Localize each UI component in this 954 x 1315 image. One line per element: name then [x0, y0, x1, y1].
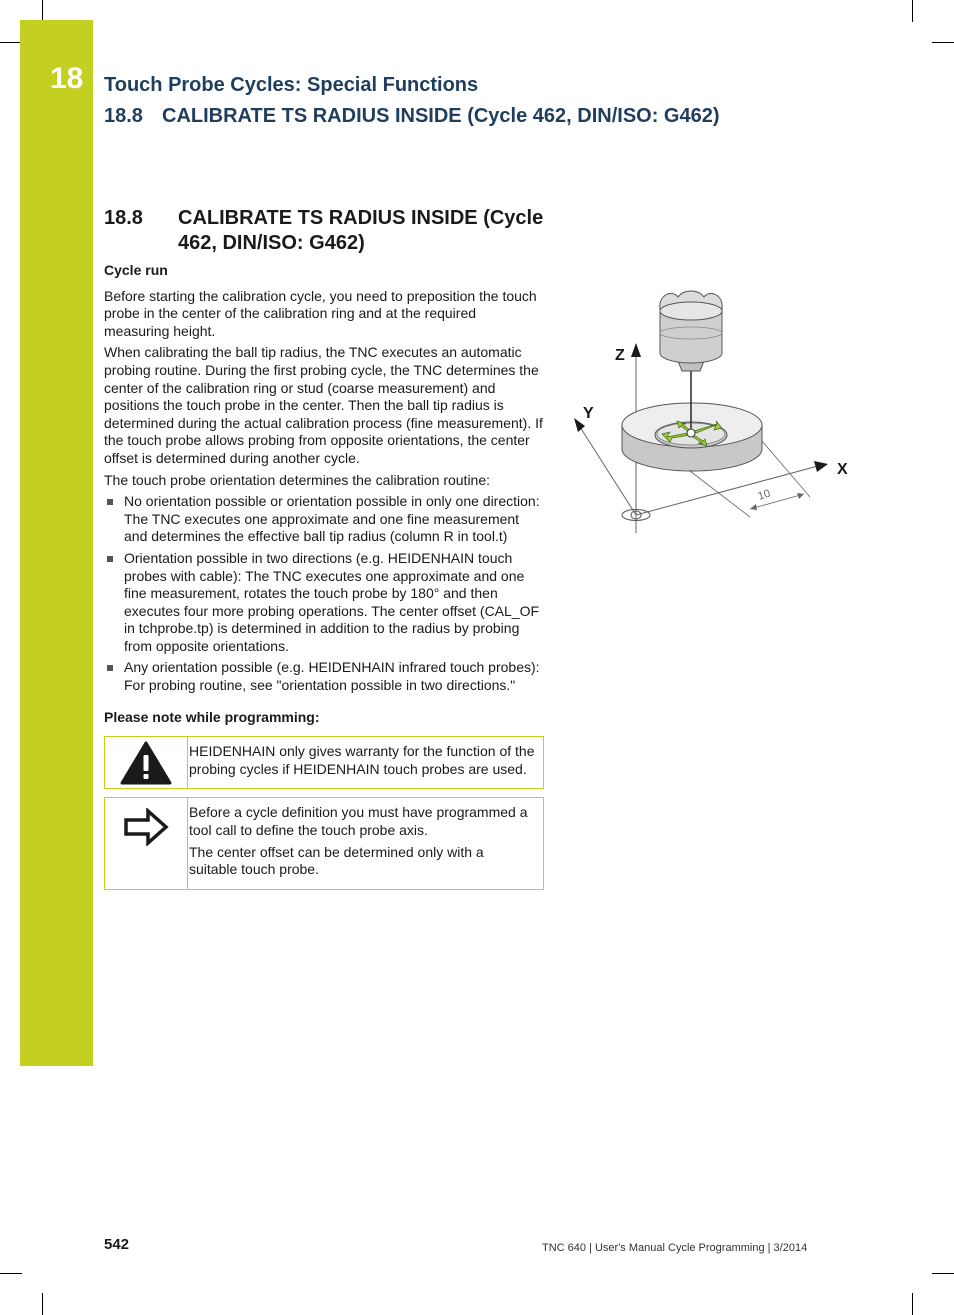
dimension-label: 10	[756, 487, 772, 503]
section-title-text: CALIBRATE TS RADIUS INSIDE (Cycle 462, DIN/ISO: G462)	[178, 207, 544, 254]
calibration-diagram	[560, 285, 860, 540]
running-header-title: CALIBRATE TS RADIUS INSIDE (Cycle 462, DIN/ISO: G462)	[162, 105, 720, 127]
note-box	[104, 797, 544, 889]
list-item	[104, 659, 544, 694]
orientation-list	[104, 493, 544, 695]
crop-mark	[932, 1273, 954, 1274]
footer-text: TNC 640 | User's Manual Cycle Programming | 3/2014	[542, 1242, 808, 1254]
chapter-number: 18	[50, 62, 84, 95]
warning-triangle-icon	[105, 737, 187, 788]
axis-y-label: Y	[583, 405, 594, 422]
bullet-icon	[107, 665, 113, 671]
crop-mark	[0, 1273, 22, 1274]
bullet-icon	[107, 499, 113, 505]
running-header-number: 18.8	[104, 105, 143, 127]
list-item-text: Orientation possible in two directions (e.g. HEIDENHAIN touch probes with cable): The TNC executes one approximate and one fine measurement, rotates the touch probe by 180° and then executes four more probing operations. The center offset (CAL_OF in tchprobe.tp) is determined in addition to the radius by probing from opposite orientations.	[124, 549, 540, 654]
list-item	[104, 550, 544, 656]
paragraph: When calibrating the ball tip radius, the TNC executes an automatic probing routine. During the first probing cycle, the TNC determines the center of the calibration ring or stud (coarse measurement) and positions the touch probe in the center. Then the ball tip radius is determined during the actual calibration process (fine measurement). If the touch probe allows probing from opposite orientations, the center offset is determined during another cycle.	[104, 344, 543, 466]
note-text-area	[187, 798, 543, 888]
note-text: The center offset can be determined only with a suitable touch probe.	[189, 843, 484, 878]
axis-x-label: X	[837, 461, 848, 478]
warning-text: HEIDENHAIN only gives warranty for the function of the probing cycles if HEIDENHAIN touch probes are used.	[189, 743, 535, 777]
crop-mark	[912, 1293, 913, 1315]
list-item	[104, 493, 544, 546]
paragraph: Before starting the calibration cycle, you need to preposition the touch probe in the center of the calibration ring and at the required measuring height.	[104, 287, 537, 339]
warning-text-area	[187, 737, 543, 788]
axis-z-label: Z	[615, 347, 625, 364]
crop-mark	[932, 42, 954, 43]
crop-mark	[0, 42, 22, 43]
section-number: 18.8	[104, 207, 143, 229]
section-title	[104, 206, 554, 256]
main-content	[104, 262, 544, 898]
cycle-run-heading: Cycle run	[104, 262, 168, 278]
programming-heading: Please note while programming:	[104, 708, 320, 725]
paragraph: The touch probe orientation determines the calibration routine:	[104, 471, 491, 488]
chapter-title: Touch Probe Cycles: Special Functions	[104, 74, 479, 96]
warning-box	[104, 736, 544, 789]
bullet-icon	[107, 556, 113, 562]
list-item-text: No orientation possible or orientation possible in only one direction: The TNC executes one approximate and one fine measurement and determines the effective ball tip radius (column R in tool.t)	[124, 493, 540, 545]
crop-mark	[42, 1293, 43, 1315]
chapter-sidebar	[20, 20, 93, 1066]
running-header	[104, 105, 720, 128]
crop-mark	[42, 0, 43, 22]
arrow-right-icon	[105, 798, 187, 888]
note-text: Before a cycle definition you must have programmed a tool call to define the touch probe axis.	[189, 804, 528, 839]
list-item-text: Any orientation possible (e.g. HEIDENHAIN infrared touch probes): For probing routine, see "orientation possible in two directions."	[124, 659, 540, 694]
crop-mark	[912, 0, 913, 22]
page-number: 542	[104, 1236, 130, 1253]
